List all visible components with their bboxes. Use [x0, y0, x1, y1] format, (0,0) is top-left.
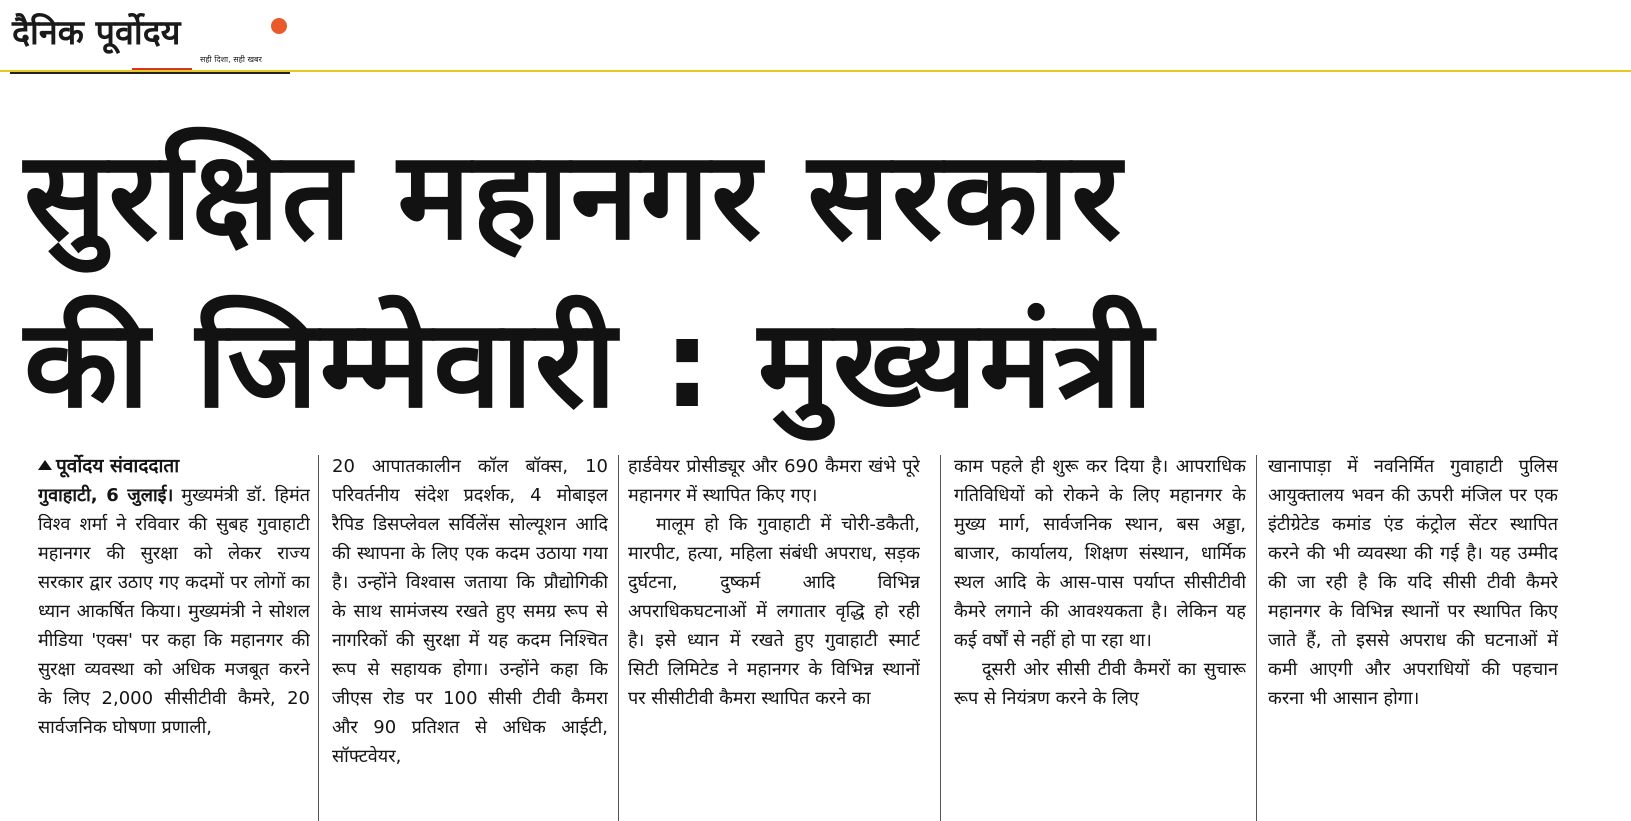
column-4-paragraph-2: दूसरी ओर सीसी टीवी कैमरों का सुचारू रूप से नियंत्रण करने के लिए: [954, 659, 1246, 709]
column-5-text: खानापाड़ा में नवनिर्मित गुवाहाटी पुलिस आयुक्तालय भवन की ऊपरी मंजिल पर एक इंटीग्रेटेड कमांड एंड कंट्रोल सेंटर स्थापित करने की भी व्यवस्था की गई है। यह उम्मीद की जा रही है कि यदि सीसी टीवी कैमरे महानगर के विभिन्न स्थानों पर स्थापित किए जाते हैं, तो इससे अपराध की घटनाओं में कमी आएगी और अपराधियों की पहचान करना भी आसान होगा।: [1268, 456, 1558, 709]
headline-line-1: सुरक्षित महानगर सरकार: [24, 125, 1124, 267]
column-divider: [618, 455, 619, 821]
article-headline: [24, 112, 1614, 448]
column-divider: [318, 455, 319, 821]
byline-triangle-icon: [38, 460, 52, 470]
column-1-text: मुख्यमंत्री डॉ. हिमंत विश्व शर्मा ने रविवार की सुबह गुवाहाटी महानगर की सुरक्षा को लेकर राज्य सरकार द्वार उठाए गए कदमों पर लोगों का ध्यान आकर्षित किया। मुख्यमंत्री ने सोशल मीडिया 'एक्स' पर कहा कि महानगर की सुरक्षा व्यवस्था को अधिक मजबूत करने के लिए 2,000 सीसीटीवी कैमरे, 20 सार्वजनिक घोषणा प्रणाली,: [38, 485, 310, 738]
sun-logo-icon: [271, 18, 287, 34]
newspaper-tagline: सही दिशा, सही खबर: [200, 55, 262, 64]
newspaper-title: दैनिक पूर्वोदय: [12, 13, 181, 53]
column-2-text: 20 आपातकालीन कॉल बॉक्स, 10 परिवर्तनीय संदेश प्रदर्शक, 4 मोबाइल रैपिड डिसप्लेवल सर्विलेंस सोल्यूशन आदि की स्थापना के लिए एक कदम उठाया गया है। उन्होंने विश्वास जताया कि प्रौद्योगिकी के साथ सामंजस्य रखते हुए समग्र रूप से नागरिकों की सुरक्षा में यह कदम निश्चित रूप से सहायक होगा। उन्होंने कहा कि जीएस रोड पर 100 सीसी टीवी कैमरा और 90 प्रतिशत से अधिक आईटी, सॉफ्टवेयर,: [332, 456, 608, 767]
article-column-5: [1268, 452, 1558, 818]
column-4-paragraph-1: काम पहले ही शुरू कर दिया है। आपराधिक गतिविधियों को रोकने के लिए महानगर के मुख्य मार्ग, सार्वजनिक स्थान, बस अड्डा, बाजार, कार्यालय, शिक्षण संस्थान, धार्मिक स्थल आदि के आस-पास पर्याप्त सीसीटीवी कैमरे लगाने की आवश्यकता है। लेकिन यह कई वर्षों से नहीं हो पा रहा था।: [954, 456, 1246, 651]
column-divider: [940, 455, 941, 821]
article-column-3: [628, 452, 920, 818]
article-column-4: [954, 452, 1246, 818]
byline: पूर्वोदय संवाददाता: [56, 455, 180, 477]
dateline: गुवाहाटी, 6 जुलाई।: [38, 485, 174, 506]
article-column-1: [38, 452, 310, 818]
headline-line-2: की जिम्मेवारी : मुख्यमंत्री: [24, 293, 1155, 435]
header-divider: [0, 70, 1631, 72]
article-column-2: [332, 452, 608, 818]
column-3-paragraph-2: मालूम हो कि गुवाहाटी में चोरी-डकैती, मारपीट, हत्या, महिला संबंधी अपराध, सड़क दुर्घटना, दुष्कर्म आदि विभिन्न अपराधिकघटनाओं में लगातार वृद्धि हो रही है। इसे ध्यान में रखते हुए गुवाहाटी स्मार्ट सिटी लिमिटेड ने महानगर के विभिन्न स्थानों पर सीसीटीवी कैमरा स्थापित करने का: [628, 514, 920, 709]
column-3-paragraph-1: हार्डवेयर प्रोसीड्यूर और 690 कैमरा खंभे पूरे महानगर में स्थापित किए गए।: [628, 456, 920, 506]
column-divider: [1256, 455, 1257, 821]
masthead: [10, 8, 290, 70]
